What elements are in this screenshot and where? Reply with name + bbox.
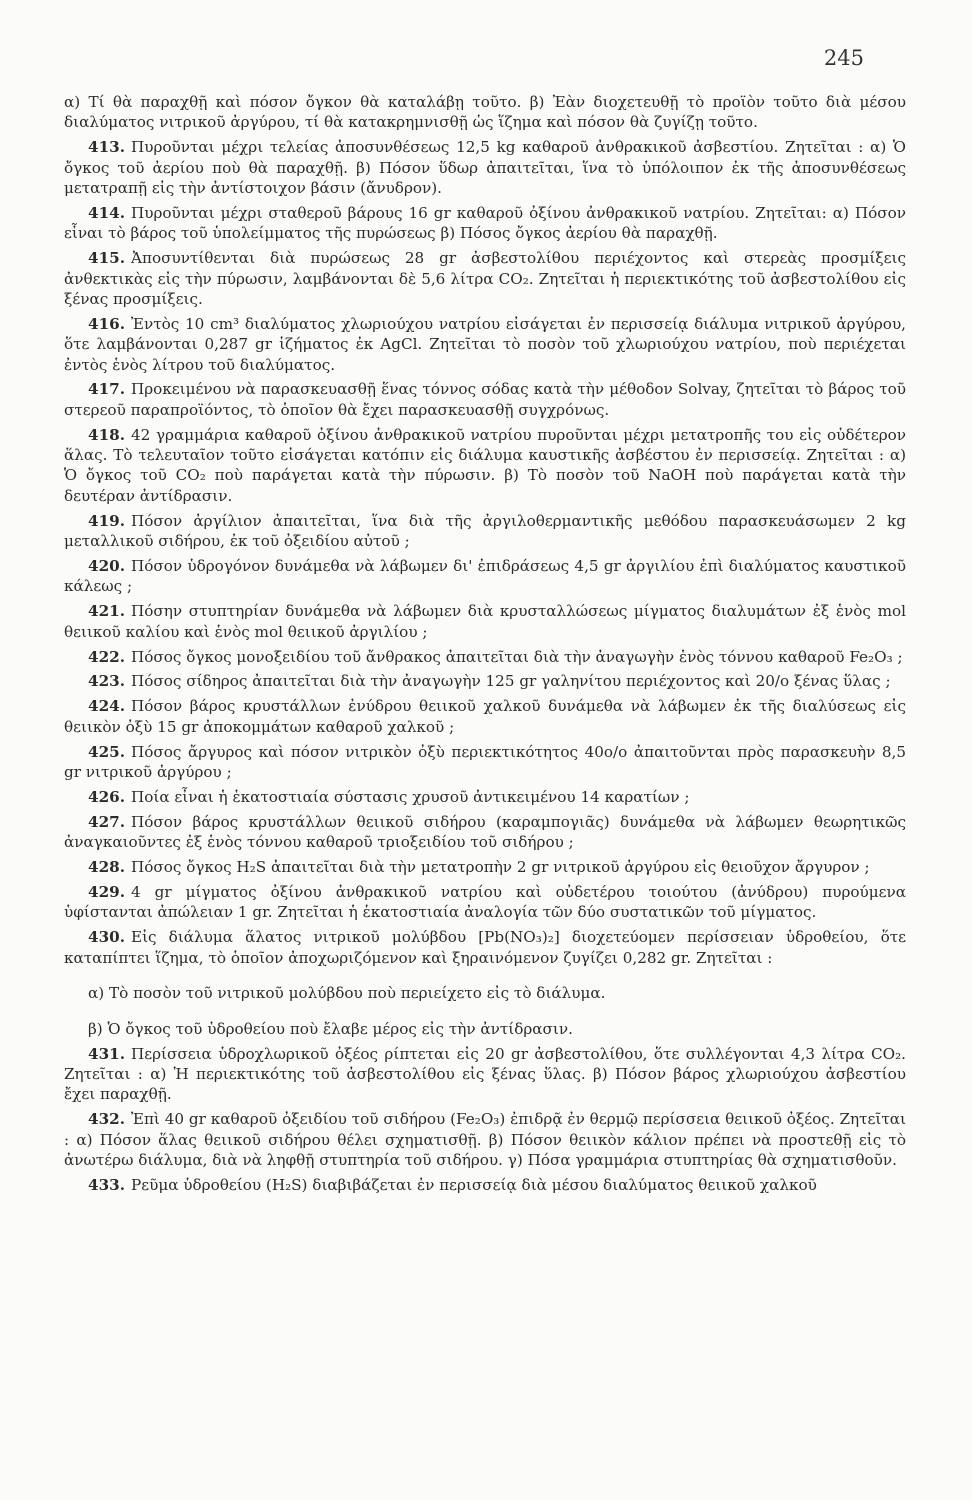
problem-text: Προκειμένου νὰ παρασκευασθῇ ἕνας τόννος σόδας κατὰ τὴν μέθοδον Solvay, ζητεῖται τὸ βάρος τοῦ στερεοῦ παραπροϊόντος, τὸ ὁποῖον θὰ ἔχει παρασκευασθῇ συγχρόνως. — [64, 380, 906, 419]
problem-text: Πόσον βάρος κρυστάλλων ἐνύδρου θειικοῦ χαλκοῦ δυνάμεθα νὰ λάβωμεν ἐκ τῆς διαλύσεως εἰς θειικὸν ὀξὺ 15 gr ἀποκομμάτων καθαροῦ χαλκοῦ ; — [64, 697, 906, 736]
problem-text: Ἐπὶ 40 gr καθαροῦ ὀξειδίου τοῦ σιδήρου (Fe₂O₃) ἐπιδρᾷ ἐν θερμῷ περίσσεια θειικοῦ ὀξέος. Ζητεῖται : α) Πόσον ἅλας θειικοῦ σιδήρου θέλει σχηματισθῇ. β) Πόσον θειικὸν κάλιον πρέπει νὰ προστεθῇ εἰς τὸ ἀνωτέρω διάλυμα, διὰ νὰ ληφθῇ στυπτηρία τοῦ σιδήρου. γ) Πόσα γραμμάρια στυπτηρίας θὰ σχηματισθοῦν. — [64, 1110, 906, 1170]
problem-430-part-a: α) Τὸ ποσὸν τοῦ νιτρικοῦ μολύβδου ποὺ περιείχετο εἰς τὸ διάλυμα. — [88, 984, 606, 1003]
problem-number: 417. — [88, 380, 125, 399]
problem-number: 432. — [88, 1110, 125, 1129]
problem-text: Ἐντὸς 10 cm³ διαλύματος χλωριούχου νατρίου εἰσάγεται ἐν περισσείᾳ διάλυμα νιτρικοῦ ἀργύρου, ὅτε λαμβάνονται 0,287 gr ἱζήματος ἐκ AgCl. Ζητεῖται τὸ ποσὸν τοῦ χλωριούχου νατρίου, ποὺ περιέχεται ἐντὸς ἑνὸς λίτρου τοῦ διαλύματος. — [64, 314, 906, 374]
problem-433 — [64, 1175, 906, 1195]
problem-414 — [64, 203, 906, 244]
problem-427 — [64, 812, 906, 853]
problem-number: 426. — [88, 787, 125, 806]
problem-number: 419. — [88, 511, 125, 530]
problem-420 — [64, 556, 906, 597]
problem-430 — [64, 927, 906, 968]
problem-number: 424. — [88, 697, 125, 716]
problem-number: 423. — [88, 672, 125, 691]
problem-number: 421. — [88, 602, 125, 621]
problem-number: 431. — [88, 1044, 125, 1063]
problem-425 — [64, 742, 906, 783]
problem-419 — [64, 511, 906, 552]
problem-415 — [64, 248, 906, 309]
problem-422 — [64, 647, 906, 667]
problem-text: Πόσος ὄγκος μονοξειδίου τοῦ ἄνθρακος ἀπαιτεῖται διὰ τὴν ἀναγωγὴν ἑνὸς τόννου καθαροῦ Fe₂O₃ ; — [131, 647, 903, 666]
problem-text: Πόσην στυπτηρίαν δυνάμεθα νὰ λάβωμεν διὰ κρυσταλλώσεως μίγματος διαλυμάτων ἐξ ἑνὸς mol θειικοῦ καλίου καὶ ἑνὸς mol θειικοῦ ἀργιλίου ; — [64, 602, 906, 641]
problem-list — [64, 92, 906, 1200]
problem-number: 425. — [88, 742, 125, 761]
problem-number: 416. — [88, 314, 125, 333]
problem-number: 422. — [88, 647, 125, 666]
problem-number: 414. — [88, 203, 125, 222]
problem-417 — [64, 379, 906, 420]
problem-text: Ρεῦμα ὑδροθείου (H₂S) διαβιβάζεται ἐν περισσείᾳ διὰ μέσου διαλύματος θειικοῦ χαλκοῦ — [131, 1176, 817, 1194]
problem-text: Πόσον βάρος κρυστάλλων θειικοῦ σιδήρου (καραμπογιᾶς) δυνάμεθα νὰ λάβωμεν θεωρητικῶς ἀναγκαιοῦντες ἐξ ἑνὸς τόννου καθαροῦ τριοξειδίου τοῦ σιδήρου ; — [64, 812, 906, 852]
problem-430-part-b: β) Ὁ ὄγκος τοῦ ὑδροθείου ποὺ ἔλαβε μέρος εἰς τὴν ἀντίδρασιν. — [88, 1019, 573, 1038]
problem-text: Περίσσεια ὑδροχλωρικοῦ ὀξέος ρίπτεται εἰς 20 gr ἀσβεστολίθου, ὅτε συλλέγονται 4,3 λίτρα CO₂. Ζητεῖται : α) Ἡ περιεκτικότης τοῦ ἀσβεστολίθου εἰς ξένας ὕλας. β) Πόσον βάρος χλωριούχου ἀσβεστίου ἔχει παραχθῇ. — [64, 1044, 906, 1104]
problem-text: Πόσος σίδηρος ἀπαιτεῖται διὰ τὴν ἀναγωγὴν 125 gr γαληνίτου περιέχοντος καὶ 20/o ξένας ὕλας ; — [131, 672, 891, 691]
problem-text: Πυροῦνται μέχρι σταθεροῦ βάρους 16 gr καθαροῦ ὀξίνου ἀνθρακικοῦ νατρίου. Ζητεῖται: α) Πόσον εἶναι τὸ βάρος τοῦ ὑπολείμματος τῆς πυρώσεως β) Πόσος ὄγκος ἀερίου θὰ παραχθῇ. — [64, 203, 906, 243]
problem-text: Πόσον ἀργίλιον ἀπαιτεῖται, ἵνα διὰ τῆς ἀργιλοθερμαντικῆς μεθόδου παρασκευάσωμεν 2 kg μεταλλικοῦ σιδήρου, ἐκ τοῦ ὀξειδίου αὐτοῦ ; — [64, 511, 906, 551]
problem-text: Πυροῦνται μέχρι τελείας ἀποσυνθέσεως 12,5 kg καθαροῦ ἀνθρακικοῦ ἀσβεστίου. Ζητεῖται : α) Ὁ ὄγκος τοῦ ἀερίου ποὺ θὰ παραχθῇ. β) Πόσον ὕδωρ ἀπαιτεῖται, ἵνα τὸ ὑπόλοιπον ἐκ τῆς ἀποσυνθέσεως μετατραπῇ εἰς τὴν ἀντίστοιχον βάσιν (ἄνυδρον). — [64, 138, 906, 197]
problem-number: 430. — [88, 928, 125, 947]
problem-416 — [64, 314, 906, 375]
problem-text: Πόσος ἄργυρος καὶ πόσον νιτρικὸν ὀξὺ περιεκτικότητος 40o/o ἀπαιτοῦνται πρὸς παρασκευὴν 8,5 gr νιτρικοῦ ἀργύρου ; — [64, 742, 906, 782]
problem-text: Ἀποσυντίθενται διὰ πυρώσεως 28 gr ἀσβεστολίθου περιέχοντος καὶ στερεὰς προσμίξεις ἀνθεκτικὰς εἰς τὴν πύρωσιν, λαμβάνονται δὲ 5,6 λίτρα CO₂. Ζητεῖται ἡ περιεκτικότης τοῦ ἀσβεστολίθου εἰς ξένας προσμίξεις. — [64, 249, 906, 308]
problem-429 — [64, 882, 906, 923]
problem-text: Πόσον ὑδρογόνον δυνάμεθα νὰ λάβωμεν δι' ἐπιδράσεως 4,5 gr ἀργιλίου ἐπὶ διαλύματος καυστικοῦ κάλεως ; — [64, 556, 906, 596]
problem-number: 418. — [88, 425, 125, 444]
problem-423 — [64, 671, 906, 691]
problem-number: 427. — [88, 812, 125, 831]
problem-number: 415. — [88, 249, 125, 268]
problem-text: 4 gr μίγματος ὀξίνου ἀνθρακικοῦ νατρίου καὶ οὐδετέρου τοιούτου (ἀνύδρου) πυρούμενα ὑφίστανται ἀπώλειαν 1 gr. Ζητεῖται ἡ ἑκατοστιαία ἀναλογία τῶν δύο συστατικῶν τοῦ μίγματος. — [64, 883, 906, 922]
page-number: 245 — [823, 46, 864, 70]
continued-paragraph: α) Τί θὰ παραχθῇ καὶ πόσον ὄγκον θὰ καταλάβῃ τοῦτο. β) Ἐὰν διοχετευθῇ τὸ προϊὸν τοῦτο διὰ μέσου διαλύματος νιτρικοῦ ἀργύρου, τί θὰ κατακρημνισθῇ ὡς ἵζημα καὶ πόσον θὰ ζυγίζῃ τοῦτο. — [64, 93, 906, 132]
problem-432 — [64, 1109, 906, 1170]
problem-431 — [64, 1044, 906, 1105]
problem-418 — [64, 425, 906, 506]
problem-413 — [64, 137, 906, 198]
problem-number: 420. — [88, 556, 125, 575]
problem-424 — [64, 696, 906, 737]
problem-text: Εἰς διάλυμα ἅλατος νιτρικοῦ μολύβδου [Pb(NO₃)₂] διοχετεύομεν περίσσειαν ὑδροθείου, ὅτε καταπίπτει ἵζημα, τὸ ὁποῖον ἀποχωριζόμενον καὶ ξηραινόμενον ζυγίζει 0,282 gr. Ζητεῖται : — [64, 928, 906, 967]
problem-number: 429. — [88, 883, 125, 902]
problem-426 — [64, 787, 906, 807]
problem-421 — [64, 601, 906, 642]
problem-number: 428. — [88, 858, 125, 877]
problem-number: 433. — [88, 1176, 125, 1194]
problem-text: Ποία εἶναι ἡ ἑκατοστιαία σύστασις χρυσοῦ ἀντικειμένου 14 καρατίων ; — [131, 787, 690, 806]
problem-428 — [64, 857, 906, 877]
problem-text: 42 γραμμάρια καθαροῦ ὀξίνου ἀνθρακικοῦ νατρίου πυροῦνται μέχρι μετατροπῆς του εἰς οὐδέτερον ἅλας. Τὸ τελευταῖον τοῦτο εἰσάγεται κατόπιν εἰς διάλυμα καυστικῆς ἀσβέστου ἐν περισσείᾳ. Ζητεῖται : α) Ὁ ὄγκος τοῦ CO₂ ποὺ παράγεται κατὰ τὴν πύρωσιν. β) Τὸ ποσὸν τοῦ NaOH ποὺ παράγεται κατὰ τὴν δευτέραν ἀντίδρασιν. — [64, 425, 906, 505]
problem-text: Πόσος ὄγκος H₂S ἀπαιτεῖται διὰ τὴν μετατροπὴν 2 gr νιτρικοῦ ἀργύρου εἰς θειοῦχον ἄργυρον ; — [131, 858, 870, 877]
problem-number: 413. — [88, 138, 125, 157]
